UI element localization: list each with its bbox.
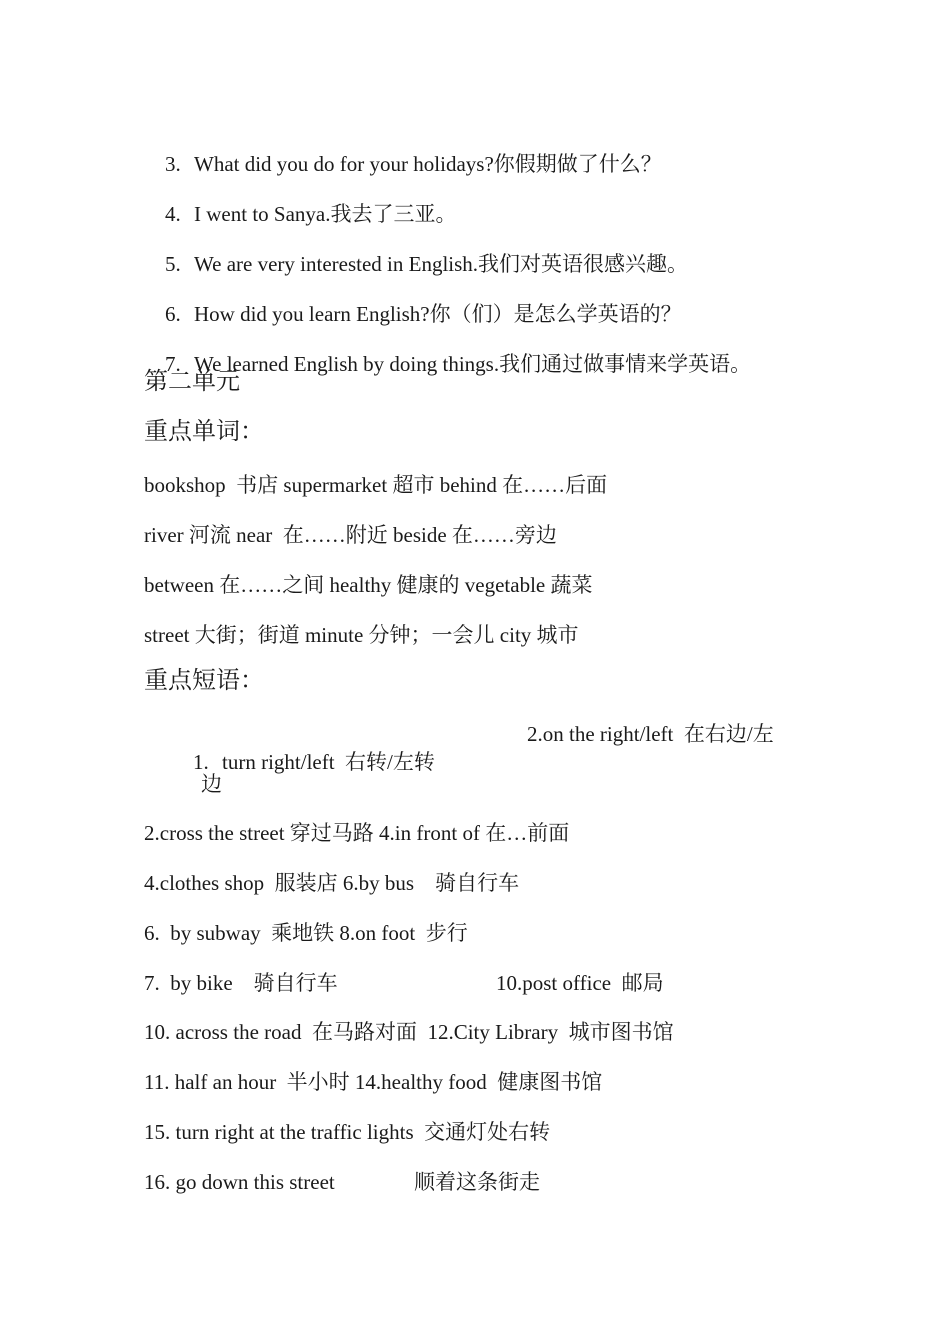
phrase-line-right: 10.post office 邮局	[496, 971, 664, 995]
sentence-number: 3.	[165, 152, 181, 176]
sentence-number: 4.	[165, 202, 181, 226]
phrase-wrap-text: 边	[201, 772, 222, 796]
phrase-line-right: 顺着这条街走	[414, 1170, 540, 1194]
phrase-text: turn right/left 右转/左转	[222, 750, 435, 774]
word-line: river 河流 near 在……附近 beside 在……旁边	[144, 523, 557, 547]
word-line: bookshop 书店 supermarket 超市 behind 在……后面	[144, 473, 608, 497]
phrase-line: 2.cross the street 穿过马路 4.in front of 在…前面	[144, 821, 570, 845]
phrase-line: 11. half an hour 半小时 14.healthy food 健康图书馆	[144, 1070, 603, 1094]
unit-title: 第二单元	[144, 369, 240, 395]
sentence-text: I went to Sanya.我去了三亚。	[194, 202, 457, 226]
sentence-text: How did you learn English?你（们）是怎么学英语的？	[194, 302, 682, 326]
phrase-line: 10. across the road 在马路对面 12.City Library 城市图书馆	[144, 1020, 674, 1044]
word-line: street 大街；街道 minute 分钟；一会儿 city 城市	[144, 623, 579, 647]
phrase-line: 4.clothes shop 服装店 6.by bus 骑自行车	[144, 871, 520, 895]
sentence-text: We learned English by doing things.我们通过做事情来学英语。	[194, 352, 752, 376]
phrase-line: 15. turn right at the traffic lights 交通灯处右转	[144, 1120, 551, 1144]
sentence-number: 7.	[165, 352, 181, 376]
sentence-number: 5.	[165, 252, 181, 276]
word-line: between 在……之间 healthy 健康的 vegetable 蔬菜	[144, 573, 593, 597]
sentence-text: We are very interested in English.我们对英语很感兴趣。	[194, 252, 689, 276]
phrase-item-right: 2.on the right/left 在右边/左	[527, 722, 774, 746]
phrase-number: 1.	[193, 750, 209, 774]
phrase-line: 16. go down this street	[144, 1170, 335, 1194]
phrases-heading: 重点短语：	[144, 668, 264, 694]
sentence-number: 6.	[165, 302, 181, 326]
words-heading: 重点单词：	[144, 419, 264, 445]
phrase-line: 6. by subway 乘地铁 8.on foot 步行	[144, 921, 468, 945]
phrase-line: 7. by bike 骑自行车	[144, 971, 338, 995]
sentence-text: What did you do for your holidays?你假期做了什么？	[194, 152, 662, 176]
